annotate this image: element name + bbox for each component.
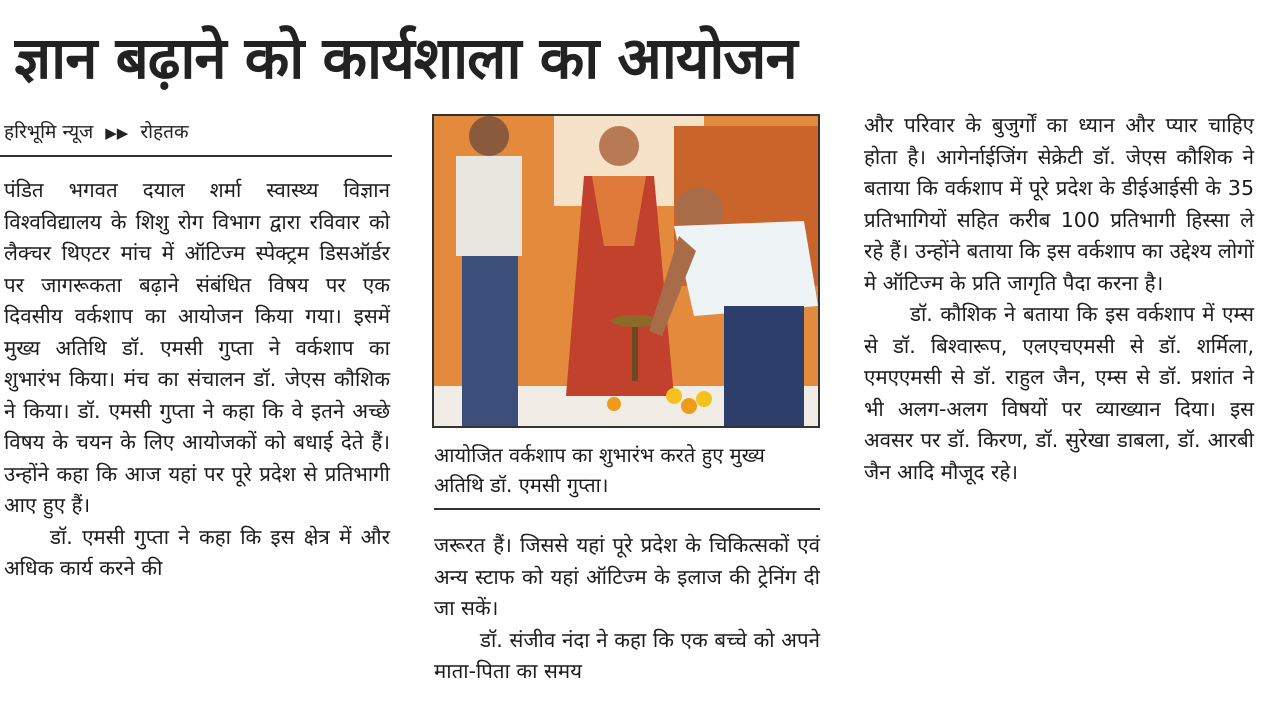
- byline: [4, 117, 384, 147]
- caption-rule: [434, 508, 820, 510]
- column-left: [4, 175, 390, 722]
- column-right: [864, 110, 1254, 722]
- article-photo: [432, 114, 820, 428]
- byline-source: हरिभूमि न्यूज: [4, 121, 94, 143]
- paragraph: पंडित भगवत दयाल शर्मा स्वास्थ्य विज्ञान विश्वविद्यालय के शिशु रोग विभाग द्वारा रविवार को लैक्चर थिएटर मांच में ऑटिज्म स्पेक्ट्रम डिसऑर्डर पर जागरूकता बढ़ाने संबंधित विषय पर एक दिवसीय वर्कशाप का आयोजन किया गया। इसमें मुख्य अतिथि डॉ. एमसी गुप्ता ने वर्कशाप का शुभारंभ किया। मंच का संचालन डॉ. जेएस कौशिक ने किया। डॉ. एमसी गुप्ता ने कहा कि वे इतने अच्छे विषय के चयन के लिए आयोजकों को बधाई देते हैं। उन्होंने कहा कि आज यहां पर पूरे प्रदेश से प्रतिभागी आए हुए हैं।: [4, 178, 390, 517]
- paragraph: डॉ. कौशिक ने बताया कि इस वर्कशाप में एम्स से डॉ. बिश्वारूप, एलएचएमसी से डॉ. शर्मिला, एमएएमसी से डॉ. राहुल जैन, एम्स से डॉ. प्रशांत ने भी अलग-अलग विषयों पर व्याख्यान दिया। इस अवसर पर डॉ. किरण, डॉ. सुरेखा डाबला, डॉ. आरबी जैन आदि मौजूद रहे।: [864, 302, 1254, 484]
- byline-rule: [0, 155, 392, 157]
- paragraph: जरूरत हैं। जिससे यहां पूरे प्रदेश के चिकित्सकों एवं अन्य स्टाफ को यहां ऑटिज्म के इलाज की ट्रेनिंग दी जा सकें।: [434, 533, 820, 620]
- column-middle: [434, 530, 820, 722]
- photo-caption: आयोजित वर्कशाप का शुभारंभ करते हुए मुख्य अतिथि डॉ. एमसी गुप्ता।: [434, 443, 765, 497]
- event-photo-illustration: [434, 116, 818, 426]
- paragraph: और परिवार के बुजुर्गों का ध्यान और प्यार चाहिए होता है। आगेर्नाईजिंग सेक्रेटी डॉ. जेएस कौशिक ने बताया कि वर्कशाप में पूरे प्रदेश के डीईआईसी के 35 प्रतिभागियों सहित करीब 100 प्रतिभागी हिस्सा ले रहे हैं। उन्होंने बताया कि इस वर्कशाप का उद्देश्य लोगों मे ऑटिज्म के प्रति जागृति पैदा करना है।: [864, 113, 1254, 295]
- double-arrow-icon: ▶▶: [105, 124, 129, 142]
- byline-city: रोहतक: [140, 121, 189, 143]
- paragraph: डॉ. एमसी गुप्ता ने कहा कि इस क्षेत्र में और अधिक कार्य करने की: [4, 524, 390, 580]
- headline: ज्ञान बढ़ाने को कार्यशाला का आयोजन: [14, 24, 797, 92]
- paragraph: डॉ. संजीव नंदा ने कहा कि एक बच्चे को अपने माता-पिता का समय: [434, 627, 820, 683]
